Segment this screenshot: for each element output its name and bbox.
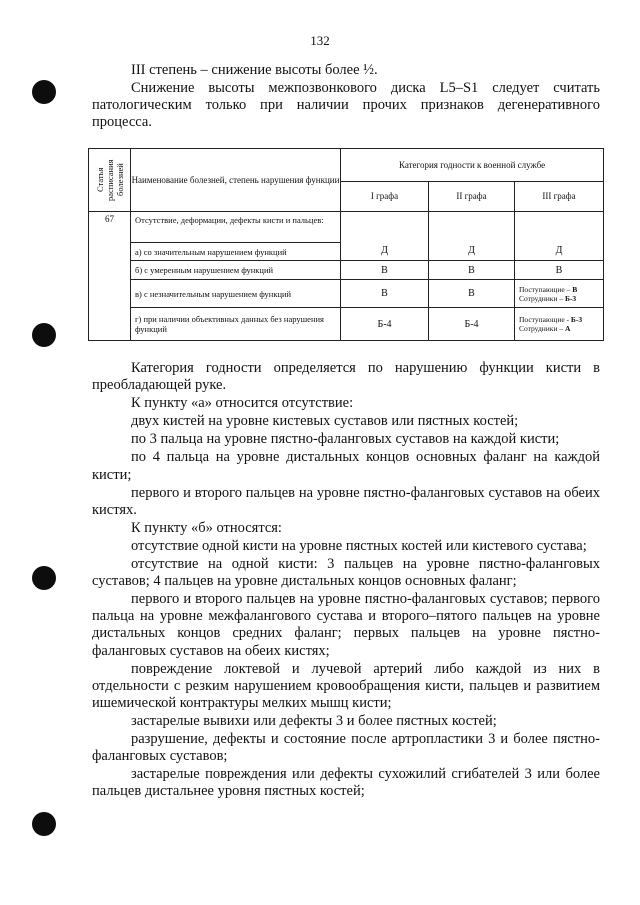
row-c-g3-line2: Сотрудники – Б-3 [519, 293, 577, 303]
header-category: Категория годности к военной службе [341, 149, 604, 182]
intro-line-2: Снижение высоты межпозвонкового диска L5–S1 следует считать патологическим только при наличии прочих признаков дегенеративного процесса. [92, 80, 600, 130]
body-paragraph: застарелые вывихи или дефекты 3 и более пястных костей; [131, 712, 497, 729]
row-d-g3 [515, 308, 604, 341]
body-paragraph: первого и второго пальцев на уровне пястно-фаланговых суставов на обеих кистях. [92, 484, 600, 518]
row-a-g3: Д [515, 212, 604, 261]
row-d-g2: Б-4 [429, 308, 515, 341]
row-d-g3-line1: Поступающие - Б-3 [519, 315, 583, 324]
article-number: 67 [89, 212, 131, 341]
row-b-g3: В [515, 261, 604, 280]
fitness-category-table [88, 148, 604, 341]
row-b-label: б) с умеренным нарушением функций [131, 261, 341, 280]
body-paragraph: двух кистей на уровне кистевых суставов или пястных костей; [131, 413, 519, 430]
body-text [92, 360, 600, 800]
binder-hole-2 [32, 323, 56, 347]
row-c-label: в) с незначительным нарушением функций [131, 280, 341, 308]
row-a-label: а) со значительным нарушением функций [131, 243, 341, 261]
body-paragraph: по 3 пальца на уровне пястно-фаланговых суставов на каждой кисти; [131, 431, 560, 448]
row-d-g3-line2: Сотрудники – А [519, 324, 571, 333]
intro-line-1: III степень – снижение высоты более ½. [131, 62, 378, 78]
header-article: Статья расписания болезней [89, 149, 131, 212]
binder-hole-4 [32, 812, 56, 836]
table-row-title: Отсутствие, деформации, дефекты кисти и пальцев: [131, 212, 341, 243]
body-paragraph: отсутствие одной кисти на уровне пястных костей или кистевого сустава; [131, 537, 587, 554]
row-c-g2: В [429, 280, 515, 308]
body-paragraph: отсутствие на одной кисти: 3 пальцев на уровне пястно-фаланговых суставов; 4 пальцев на уровне дистальных концов основных фаланг; [92, 556, 600, 590]
body-paragraph: Категория годности определяется по нарушению функции кисти в преобладающей руке. [92, 360, 600, 394]
binder-hole-3 [32, 566, 56, 590]
body-paragraph: разрушение, дефекты и состояние после артропластики 3 и более пястно-фаланговых суставов; [92, 730, 600, 765]
header-graph-3: III графа [515, 182, 604, 212]
row-d-label: г) при наличии объективных данных без нарушения функций [131, 308, 341, 341]
page-number: 132 [310, 33, 330, 48]
header-graph-1: I графа [341, 182, 429, 212]
row-d-g1: Б-4 [341, 308, 429, 341]
row-c-g3 [515, 280, 604, 308]
body-paragraph: первого и второго пальцев на уровне пястно-фаланговых суставов; первого пальца на уровне межфалангового сустава и второго–пятого пальцев на уровне дистальных концов средних фаланг; первых пальцев на уровне пястно-фаланговых суставов на обеих кистях; [92, 591, 600, 659]
header-disease-name: Наименование болезней, степень нарушения функции [131, 149, 341, 212]
body-paragraph: К пункту «б» относятся: [131, 519, 282, 536]
row-a-g1: Д [341, 212, 429, 261]
row-b-g2: В [429, 261, 515, 280]
row-c-g3-line1: Поступающие – В [519, 284, 578, 294]
binder-hole-1 [32, 80, 56, 104]
body-paragraph: по 4 пальца на уровне дистальных концов основных фаланг на каждой кисти; [92, 449, 600, 483]
row-c-g1: В [341, 280, 429, 308]
body-paragraph: повреждение локтевой и лучевой артерий либо каждой из них в отдельности с резким нарушением кровообращения кисти, пальцев и развитием ишемической контрактуры мелких мышц кисти; [92, 660, 600, 711]
body-paragraph: застарелые повреждения или дефекты сухожилий сгибателей 3 или более пальцев дистальнее уровня пястных костей; [92, 766, 600, 800]
row-b-g1: В [341, 261, 429, 280]
header-graph-2: II графа [429, 182, 515, 212]
row-a-g2: Д [429, 212, 515, 261]
body-paragraph: К пункту «а» относится отсутствие: [131, 395, 354, 412]
